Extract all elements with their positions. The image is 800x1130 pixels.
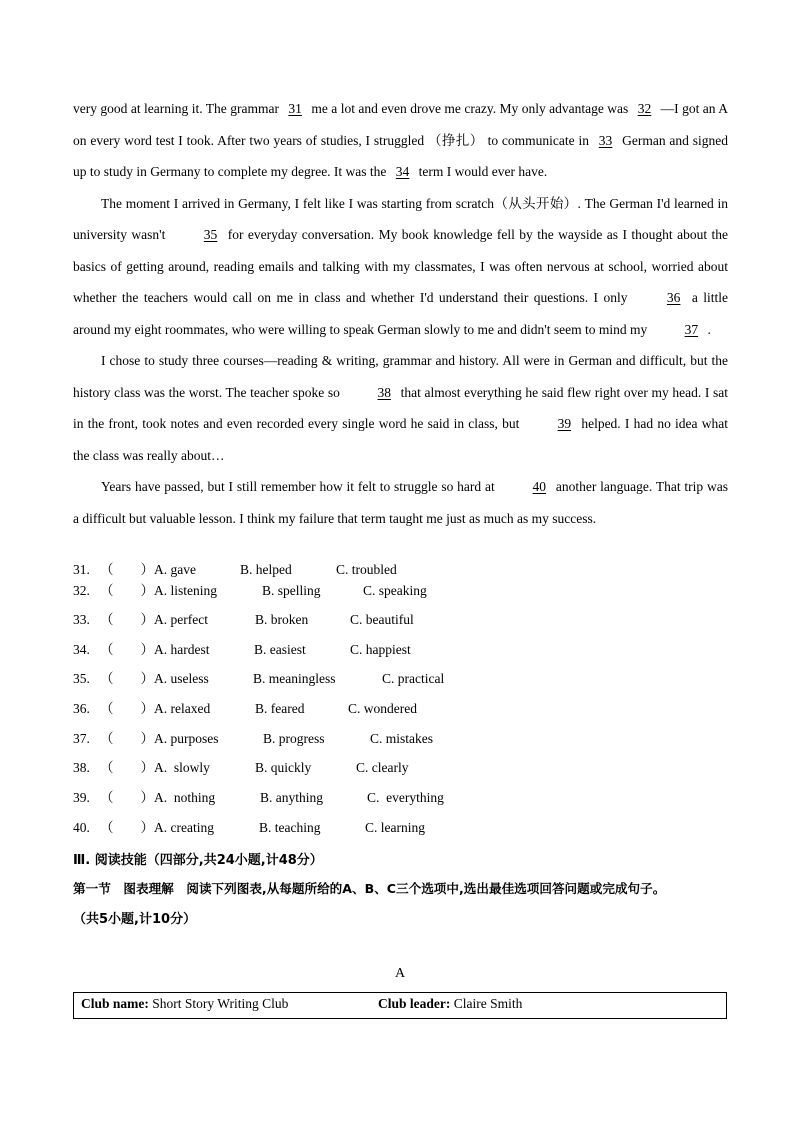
blank-40[interactable]: 40 xyxy=(532,479,547,494)
question-number: 31. xyxy=(73,562,90,577)
passage-text: The moment I arrived in Germany, I felt like I was starting from scratch（从头开始）. The German I'd learned in university wasn't xyxy=(73,195,728,242)
cloze-passage xyxy=(73,93,728,534)
question-number: 38. xyxy=(73,760,90,775)
option-b[interactable]: B. meaningless xyxy=(253,671,336,686)
option-b[interactable]: B. broken xyxy=(255,612,309,627)
option-c[interactable]: C. wondered xyxy=(348,701,417,716)
answer-slot[interactable]: （ ） xyxy=(100,562,154,577)
passage-text: helped. I had no idea what the class was really about… xyxy=(73,416,728,463)
passage-text: very good at learning it. The grammar xyxy=(73,101,283,116)
passage-text: . xyxy=(704,321,711,337)
option-b[interactable]: B. teaching xyxy=(259,820,321,835)
option-c[interactable]: C. beautiful xyxy=(350,612,414,627)
option-c[interactable]: C. speaking xyxy=(363,583,427,598)
passage-text: —I got an A on every word test I took. After two years of studies, I struggled （挣扎） to communicate in xyxy=(73,101,728,148)
option-a[interactable]: A. listening xyxy=(154,583,217,598)
question-number: 39. xyxy=(73,790,90,805)
blank-34[interactable]: 34 xyxy=(395,164,410,179)
option-a[interactable]: A. gave xyxy=(154,562,196,577)
passage-text: term I would ever have. xyxy=(415,164,548,179)
option-c[interactable]: C. everything xyxy=(367,790,444,805)
club-leader-label: Club leader: xyxy=(378,996,451,1011)
option-a[interactable]: A. useless xyxy=(154,671,209,686)
passage-text: a little around my eight roommates, who were willing to speak German slowly to me and didn't seem to mind my xyxy=(73,290,728,337)
part-note: （共5小题,计10分） xyxy=(73,912,197,927)
paragraph-3 xyxy=(73,345,728,471)
option-a[interactable]: A. nothing xyxy=(154,790,216,805)
option-a[interactable]: A. perfect xyxy=(154,612,208,627)
option-a[interactable]: A. creating xyxy=(154,820,214,835)
option-b[interactable]: B. helped xyxy=(240,562,292,577)
answer-slot[interactable]: （ ） xyxy=(100,731,154,746)
club-leader-cell xyxy=(378,993,522,1015)
option-c[interactable]: C. mistakes xyxy=(370,731,433,746)
answer-slot[interactable]: （ ） xyxy=(100,701,154,716)
option-c[interactable]: C. happiest xyxy=(350,642,411,657)
question-number: 40. xyxy=(73,820,90,835)
option-c[interactable]: C. learning xyxy=(365,820,425,835)
answer-slot[interactable]: （ ） xyxy=(100,612,154,627)
option-a[interactable]: A. hardest xyxy=(154,642,210,657)
blank-36[interactable]: 36 xyxy=(666,290,681,305)
blank-37[interactable]: 37 xyxy=(684,321,699,337)
option-b[interactable]: B. quickly xyxy=(255,760,312,775)
passage-text: that almost everything he said flew right over my head. I sat in the front, took notes and even recorded every single word he said in class, but xyxy=(73,384,728,431)
option-c[interactable]: C. troubled xyxy=(336,562,397,577)
paragraph-1 xyxy=(73,93,728,188)
passage-label-a: A xyxy=(394,966,406,981)
blank-32[interactable]: 32 xyxy=(637,101,652,116)
passage-text: German and signed up to study in Germany to complete my degree. It was the xyxy=(73,132,728,179)
club-name-label: Club name: xyxy=(81,996,149,1011)
paragraph-4 xyxy=(73,471,728,534)
answer-slot[interactable]: （ ） xyxy=(100,583,154,598)
option-a[interactable]: A. purposes xyxy=(154,731,219,746)
question-number: 33. xyxy=(73,612,90,627)
option-b[interactable]: B. spelling xyxy=(262,583,321,598)
club-name-value: Short Story Writing Club xyxy=(152,996,289,1011)
option-b[interactable]: B. feared xyxy=(255,701,305,716)
part-instructions: 第一节 图表理解 阅读下列图表,从每题所给的A、B、C三个选项中,选出最佳选项回答问题或完成句子。 xyxy=(73,881,666,896)
passage-text: Years have passed, but I still remember how it felt to struggle so hard at xyxy=(101,479,499,494)
passage-text: another language. That trip was a difficult but valuable lesson. I think my failure that term taught me just as much as my success. xyxy=(73,479,728,526)
passage-text: I chose to study three courses—reading & writing, grammar and history. All were in German and difficult, but the history class was the worst. The teacher spoke so xyxy=(73,353,728,400)
question-number: 32. xyxy=(73,583,90,598)
blank-31[interactable]: 31 xyxy=(288,101,302,116)
club-leader-value: Claire Smith xyxy=(453,996,523,1011)
passage-text: for everyday conversation. My book knowledge fell by the wayside as I thought about the basics of getting around, reading emails and talking with my classmates, I was often nervous at school, worried about whether the teachers would call on me in class and whether I'd understand their questions. I only xyxy=(73,227,729,305)
blank-33[interactable]: 33 xyxy=(598,132,613,148)
option-a[interactable]: A. relaxed xyxy=(154,701,211,716)
blank-35[interactable]: 35 xyxy=(203,227,218,242)
blank-39[interactable]: 39 xyxy=(557,416,572,431)
answer-slot[interactable]: （ ） xyxy=(100,820,154,835)
answer-slot[interactable]: （ ） xyxy=(100,671,154,686)
club-name-cell xyxy=(81,993,288,1015)
club-info-table xyxy=(73,992,727,1019)
question-number: 35. xyxy=(73,671,90,686)
answer-slot[interactable]: （ ） xyxy=(100,790,154,805)
option-a[interactable]: A. slowly xyxy=(154,760,210,775)
option-b[interactable]: B. easiest xyxy=(254,642,306,657)
option-b[interactable]: B. anything xyxy=(260,790,323,805)
blank-38[interactable]: 38 xyxy=(377,384,391,400)
paragraph-2 xyxy=(73,188,728,346)
answer-slot[interactable]: （ ） xyxy=(100,760,154,775)
option-b[interactable]: B. progress xyxy=(263,731,325,746)
question-number: 37. xyxy=(73,731,90,746)
option-c[interactable]: C. practical xyxy=(382,671,445,686)
question-number: 34. xyxy=(73,642,90,657)
section-heading: Ⅲ. 阅读技能（四部分,共24小题,计48分） xyxy=(73,853,323,868)
option-c[interactable]: C. clearly xyxy=(356,760,409,775)
answer-slot[interactable]: （ ） xyxy=(100,642,154,657)
question-number: 36. xyxy=(73,701,90,716)
passage-text: me a lot and even drove me crazy. My only advantage was xyxy=(307,101,632,116)
